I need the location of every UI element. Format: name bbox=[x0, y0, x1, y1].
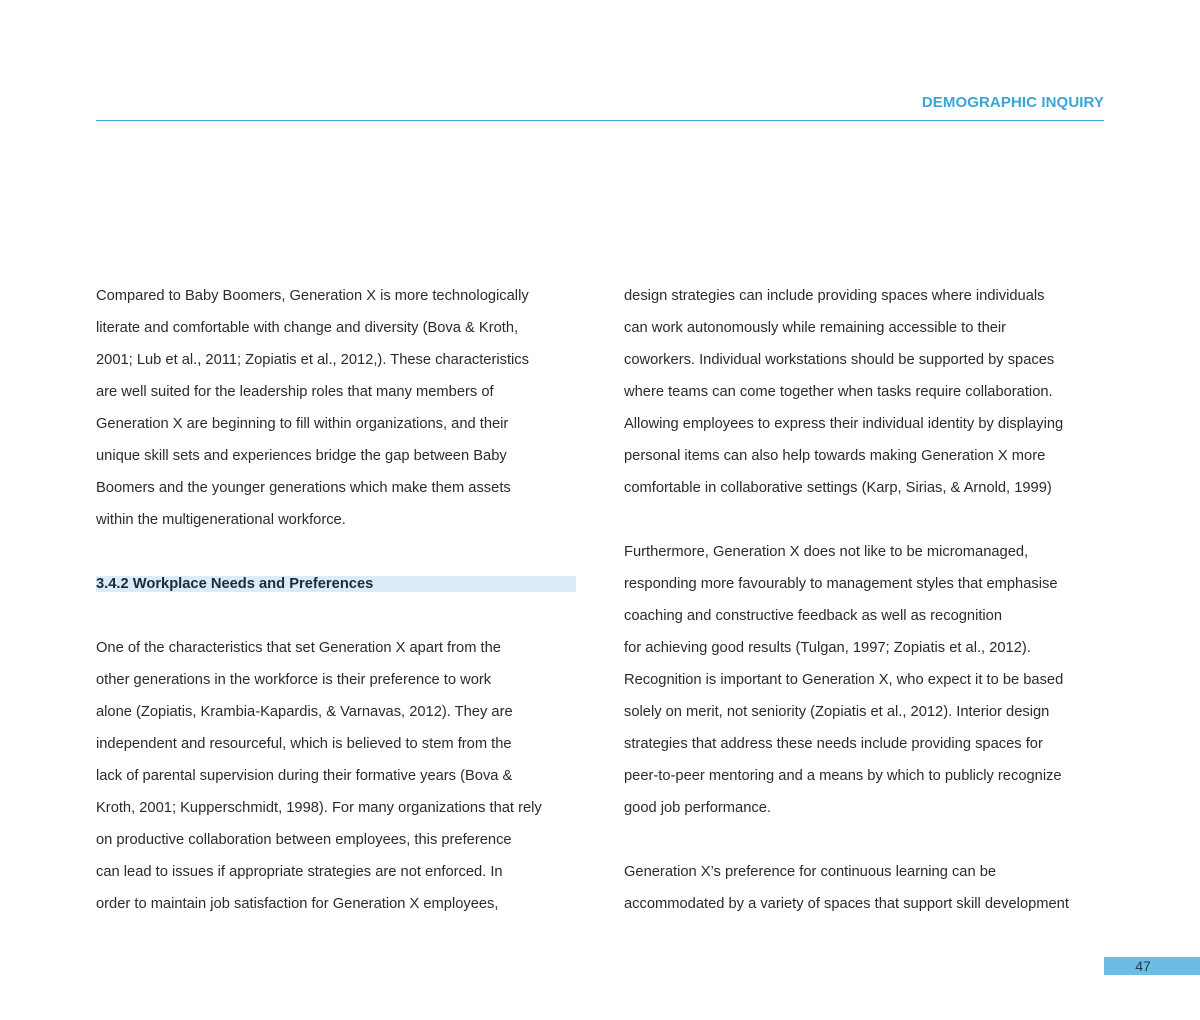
text-line: within the multigenerational workforce. bbox=[96, 512, 346, 528]
text-line: can lead to issues if appropriate strategies are not enforced. In bbox=[96, 864, 503, 880]
text-line: responding more favourably to management styles that emphasise bbox=[624, 576, 1058, 592]
paragraph-spacer bbox=[96, 536, 576, 568]
text-line: alone (Zopiatis, Krambia-Kapardis, & Varnavas, 2012). They are bbox=[96, 704, 513, 720]
text-line: strategies that address these needs include providing spaces for bbox=[624, 736, 1043, 752]
paragraph-management-styles bbox=[624, 536, 1108, 824]
text-line: coworkers. Individual workstations should be supported by spaces bbox=[624, 352, 1055, 368]
text-line: accommodated by a variety of spaces that support skill development bbox=[624, 896, 1069, 912]
text-line: coaching and constructive feedback as well as recognition bbox=[624, 608, 1003, 624]
paragraph-spacer bbox=[96, 600, 576, 632]
text-line: independent and resourceful, which is believed to stem from the bbox=[96, 736, 512, 752]
text-line: Compared to Baby Boomers, Generation X is more technologically bbox=[96, 288, 529, 304]
text-line: good job performance. bbox=[624, 800, 771, 816]
text-line: other generations in the workforce is their preference to work bbox=[96, 672, 492, 688]
text-line: are well suited for the leadership roles that many members of bbox=[96, 384, 494, 400]
text-line: order to maintain job satisfaction for Generation X employees, bbox=[96, 896, 499, 912]
text-line: Generation X’s preference for continuous learning can be bbox=[624, 864, 997, 880]
text-line: literate and comfortable with change and diversity (Bova & Kroth, bbox=[96, 320, 519, 336]
text-line: on productive collaboration between employees, this preference bbox=[96, 832, 512, 848]
text-line: 2001; Lub et al., 2011; Zopiatis et al., 2012,). These characteristics bbox=[96, 352, 529, 368]
page-number-tab bbox=[1104, 957, 1200, 975]
text-line: personal items can also help towards making Generation X more bbox=[624, 448, 1046, 464]
text-line: can work autonomously while remaining accessible to their bbox=[624, 320, 1007, 336]
text-line: One of the characteristics that set Generation X apart from the bbox=[96, 640, 501, 656]
paragraph-workplace-needs bbox=[96, 632, 576, 920]
text-line: Boomers and the younger generations which make them assets bbox=[96, 480, 511, 496]
text-line: Allowing employees to express their individual identity by displaying bbox=[624, 416, 1064, 432]
text-line: Furthermore, Generation X does not like to be micromanaged, bbox=[624, 544, 1029, 560]
text-line: Generation X are beginning to fill within organizations, and their bbox=[96, 416, 509, 432]
text-line: where teams can come together when tasks require collaboration. bbox=[624, 384, 1053, 400]
paragraph-design-strategies bbox=[624, 280, 1108, 504]
text-line: lack of parental supervision during their formative years (Bova & bbox=[96, 768, 513, 784]
section-heading: 3.4.2 Workplace Needs and Preferences bbox=[96, 576, 576, 592]
header-divider bbox=[96, 120, 1104, 121]
paragraph-spacer bbox=[624, 504, 1108, 536]
running-header-title: DEMOGRAPHIC INQUIRY bbox=[921, 94, 1104, 111]
text-line: solely on merit, not seniority (Zopiatis et al., 2012). Interior design bbox=[624, 704, 1050, 720]
paragraph-spacer bbox=[624, 824, 1108, 856]
text-line: Recognition is important to Generation X, who expect it to be based bbox=[624, 672, 1064, 688]
page-number: 47 bbox=[1135, 958, 1151, 974]
text-line: design strategies can include providing spaces where individuals bbox=[624, 288, 1045, 304]
text-line: unique skill sets and experiences bridge the gap between Baby bbox=[96, 448, 507, 464]
text-line: for achieving good results (Tulgan, 1997; Zopiatis et al., 2012). bbox=[624, 640, 1031, 656]
paragraph-continuous-learning bbox=[624, 856, 1108, 920]
text-line: Kroth, 2001; Kupperschmidt, 1998). For many organizations that rely bbox=[96, 800, 542, 816]
paragraph-intro bbox=[96, 280, 576, 536]
right-column bbox=[624, 280, 1108, 920]
left-column bbox=[96, 280, 576, 920]
text-line: comfortable in collaborative settings (Karp, Sirias, & Arnold, 1999) bbox=[624, 480, 1052, 496]
text-line: peer-to-peer mentoring and a means by which to publicly recognize bbox=[624, 768, 1062, 784]
